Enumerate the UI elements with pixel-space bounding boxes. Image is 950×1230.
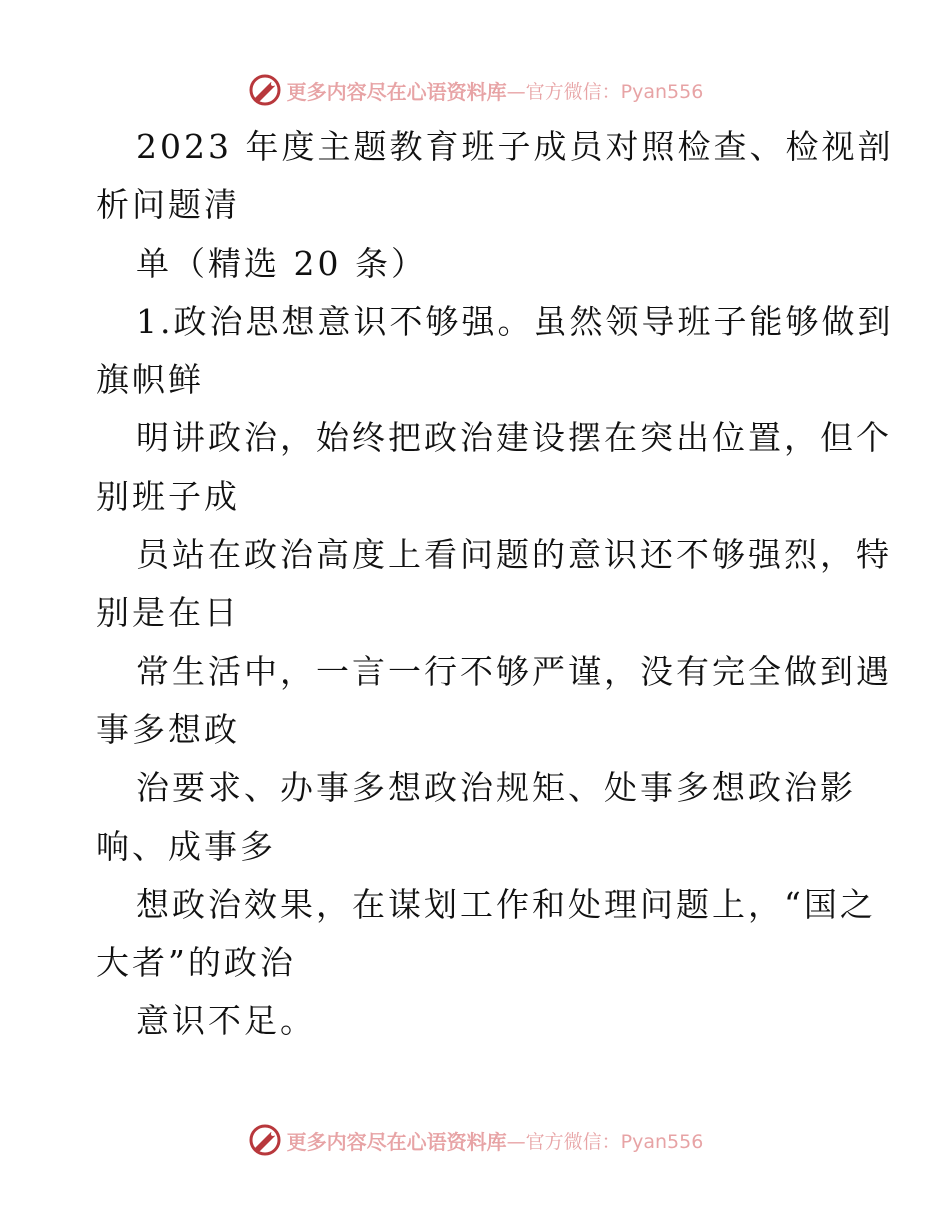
paragraph-line: 响、成事多 bbox=[96, 826, 276, 866]
paragraph-line: 明讲政治，始终把政治建设摆在突出位置，但个 bbox=[136, 418, 892, 458]
pen-logo-icon bbox=[247, 72, 283, 108]
title-line: 析问题清 bbox=[96, 185, 240, 225]
footer-watermark-banner bbox=[0, 1118, 950, 1162]
paragraph-line: 常生活中，一言一行不够严谨，没有完全做到遇 bbox=[136, 651, 892, 691]
title-line: 单（精选 20 条） bbox=[136, 243, 427, 283]
paragraph-line: 事多想政 bbox=[96, 709, 240, 749]
paragraph-line: 治要求、办事多想政治规矩、处事多想政治影 bbox=[136, 768, 856, 808]
document-body bbox=[96, 118, 894, 1051]
paragraph-line: 旗帜鲜 bbox=[96, 360, 204, 400]
banner-slogan: 更多内容尽在心语资料库 bbox=[286, 1129, 507, 1154]
title-line: 2023 年度主题教育班子成员对照检查、检视剖 bbox=[136, 127, 894, 166]
paragraph-line: 大者”的政治 bbox=[96, 943, 296, 983]
pen-logo-icon bbox=[247, 1122, 283, 1158]
banner-contact: —官方微信：Pyan556 bbox=[506, 80, 704, 103]
paragraph-line: 1.政治思想意识不够强。虽然领导班子能够做到 bbox=[136, 301, 894, 341]
header-watermark-banner bbox=[0, 68, 950, 112]
paragraph-line: 别是在日 bbox=[96, 593, 240, 633]
paragraph-line: 意识不足。 bbox=[136, 1001, 316, 1041]
paragraph-line: 员站在政治高度上看问题的意识还不够强烈，特 bbox=[136, 535, 892, 575]
banner-contact: —官方微信：Pyan556 bbox=[506, 1130, 704, 1153]
paragraph-line: 想政治效果，在谋划工作和处理问题上，“国之 bbox=[136, 884, 876, 924]
paragraph-line: 别班子成 bbox=[96, 476, 240, 516]
banner-slogan: 更多内容尽在心语资料库 bbox=[286, 79, 507, 104]
